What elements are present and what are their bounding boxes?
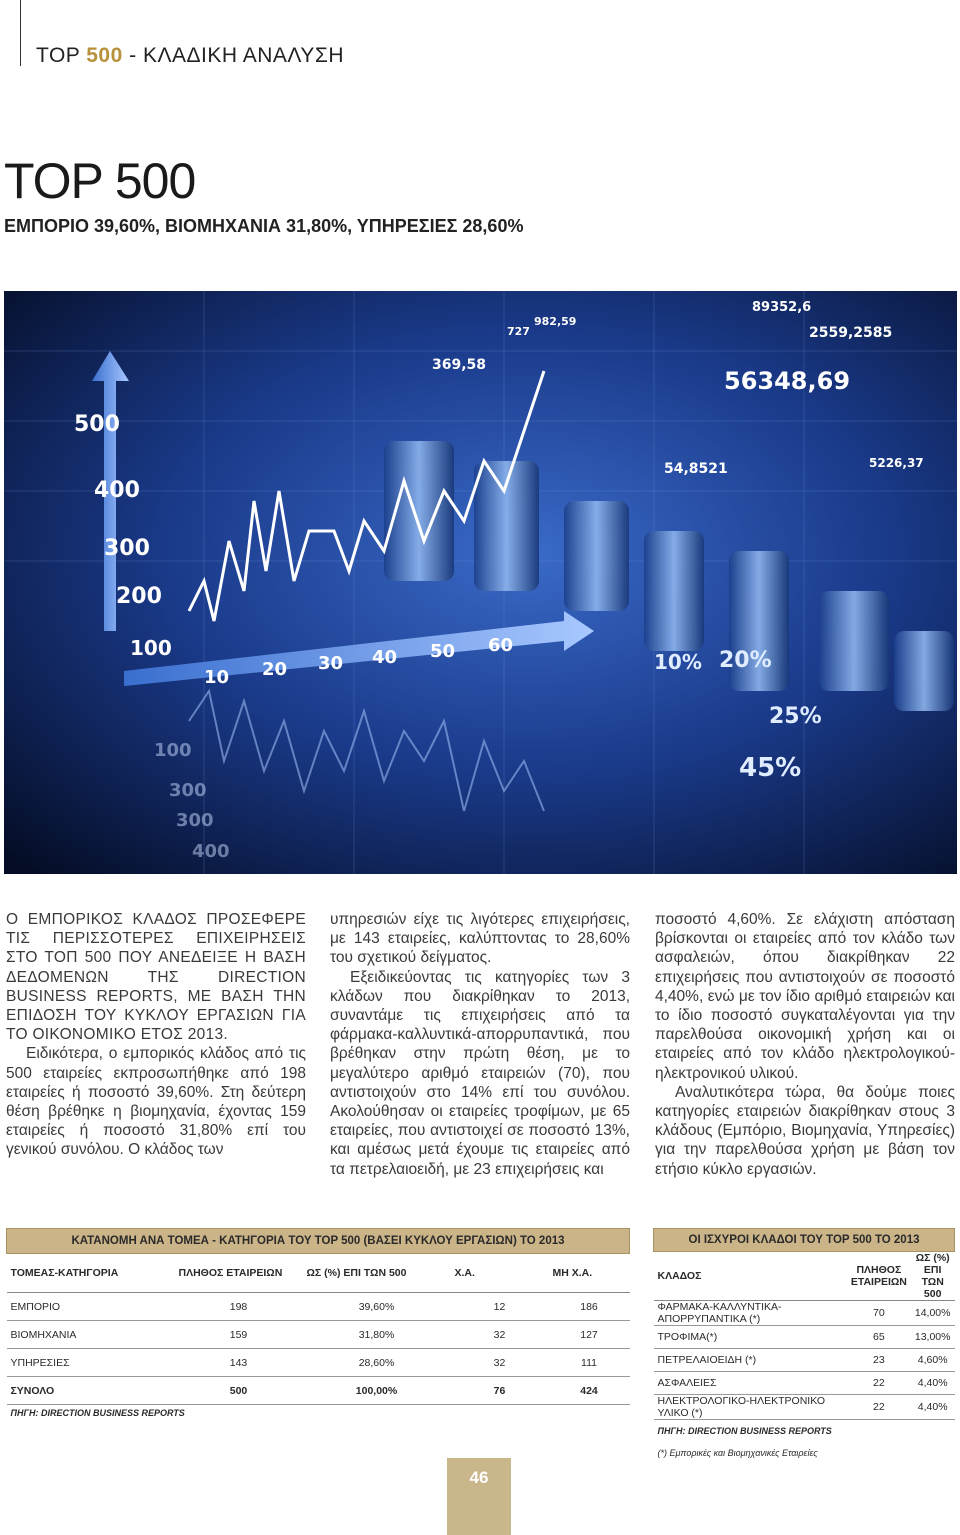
axis-label: 300: [104, 536, 150, 561]
page-number: 46: [447, 1458, 511, 1535]
article-paragraph: Ειδικότερα, ο εμπορικός κλάδος από τις 500 εταιρείες εκπροσωπήθηκε από 198 εταιρείες ή ποσοστό 39,60%. Στη δεύτερη θέση βρέθηκε η βιομηχανία, έχοντας 159 εταιρείες ή ποσοστό 31,80% επί του γενικού συνόλου. Ο κλάδος των: [6, 1045, 306, 1159]
hero-number: 89352,6: [752, 300, 812, 315]
axis-label-faded: 300: [176, 810, 214, 831]
table-total-row: ΣΥΝΟΛΟ 500 100,00% 76 424: [7, 1377, 630, 1405]
table-row: ΦΑΡΜΑΚΑ-ΚΑΛΛΥΝΤΙΚΑ-ΑΠΟΡΡΥΠΑΝΤΙΚΑ (*) 70 14,00%: [654, 1301, 955, 1326]
article-paragraph: Αναλυτικότερα τώρα, θα δούμε ποιες κατηγορίες εταιρειών διακρίθηκαν στους 3 κλάδους (Εμπόριο, Βιομηχανία, Υπηρεσίες) για την παρελθούσα χρήση με βάση τον ετήσιο κύκλο εργασιών.: [655, 1083, 955, 1178]
axis-label: 200: [116, 584, 162, 609]
table-title: ΚΑΤΑΝΟΜΗ ΑΝΑ ΤΟΜΕΑ - ΚΑΤΗΓΟΡΙΑ ΤΟΥ TOP 500 (ΒΑΣΕΙ ΚΥΚΛΟΥ ΕΡΓΑΣΙΩΝ) ΤΟ 2013: [7, 1229, 630, 1254]
hero-number: 2559,2585: [809, 325, 893, 341]
table-row: ΤΡΟΦΙΜΑ(*) 65 13,00%: [654, 1326, 955, 1349]
x-label: 10: [204, 667, 230, 688]
table-note: (*) Εμπορικές και Βιομηχανικές Εταιρείες: [657, 1448, 818, 1458]
pct-label: 45%: [739, 753, 802, 783]
hero-image: [4, 291, 957, 874]
hero-number: 727: [507, 325, 530, 338]
article-column-2: [330, 910, 630, 1179]
article-subtitle: ΕΜΠΟΡΙΟ 39,60%, ΒΙΟΜΗΧΑΝΙΑ 31,80%, ΥΠΗΡΕΣΙΕΣ 28,60%: [4, 216, 524, 236]
hero-number: 982,59: [534, 315, 577, 328]
table-header: ΠΛΗΘΟΣ ΕΤΑΙΡΕΙΩΝ: [847, 1252, 911, 1301]
section-accent: 500: [86, 44, 123, 67]
x-label: 20: [262, 659, 288, 680]
axis-label: 500: [74, 412, 120, 437]
table-header: ΤΟΜΕΑΣ-ΚΑΤΗΓΟΡΙΑ: [7, 1254, 175, 1293]
axis-label: 400: [94, 478, 140, 503]
axis-label-faded: 400: [192, 841, 230, 862]
pct-label: 10%: [654, 650, 702, 674]
x-label: 30: [318, 653, 344, 674]
hero-number: 54,8521: [664, 461, 728, 477]
article-title: TOP 500: [4, 153, 196, 209]
table-header: ΜΗ Χ.Α.: [549, 1254, 630, 1293]
table-row: ΑΣΦΑΛΕΙΕΣ 22 4,40%: [654, 1372, 955, 1395]
x-label: 50: [430, 641, 456, 662]
article-column-3: [655, 910, 955, 1179]
table-header: ΩΣ (%) ΕΠΙ ΤΩΝ 500: [911, 1252, 955, 1301]
axis-label: 100: [130, 636, 172, 660]
table-header: Χ.Α.: [451, 1254, 549, 1293]
article-lead: Ο ΕΜΠΟΡΙΚΟΣ ΚΛΑΔΟΣ ΠΡΟΣΕΦΕΡΕ ΤΙΣ ΠΕΡΙΣΣΟΤΕΡΕΣ ΕΠΙΧΕΙΡΗΣΕΙΣ ΣΤΟ ΤΟΠ 500 ΠΟΥ ΑΝΕΔΕΙΞΕ Η ΒΑΣΗ ΔΕΔΟΜΕΝΩΝ ΤΗΣ DIRECTION BUSINESS REPORTS, ΜΕ ΒΑΣΗ ΤΗΝ ΕΠΙΔΟΣΗ ΤΟΥ ΚΥΚΛΟΥ ΕΡΓΑΣΙΩΝ ΓΙΑ ΤΟ ΟΙΚΟΝΟΜΙΚΟ ΕΤΟΣ 2013.: [6, 911, 306, 1044]
hero-number: 56348,69: [724, 367, 851, 395]
table-header: ΠΛΗΘΟΣ ΕΤΑΙΡΕΙΩΝ: [175, 1254, 303, 1293]
table-source: ΠΗΓΗ: DIRECTION BUSINESS REPORTS: [10, 1408, 185, 1418]
table-row: ΠΕΤΡΕΛΑΙΟΕΙΔΗ (*) 23 4,60%: [654, 1349, 955, 1372]
table-title: ΟΙ ΙΣΧΥΡΟΙ ΚΛΑΔΟΙ ΤΟΥ TOP 500 ΤΟ 2013: [654, 1229, 955, 1252]
hero-number: 369,58: [432, 357, 487, 373]
table-row: ΒΙΟΜΗΧΑΝΙΑ 159 31,80% 32 127: [7, 1321, 630, 1349]
axis-label-faded: 100: [154, 740, 192, 761]
article-paragraph: ποσοστό 4,60%. Σε ελάχιστη απόσταση βρίσκονται οι εταιρείες από τον κλάδο των ασφαλειών, όπου διακρίθηκαν 22 επιχειρήσεις που αντιστοιχούν σε ποσοστό 4,40%, ενώ με τον ίδιο αριθμό εταιρειών και το ίδιο ποσοστό συγκαταλέγονται για την παρελθούσα οικονομική χρήση και οι εταιρείες από τον κλάδο ηλεκτρολογικού-ηλεκτρονικού υλικού.: [655, 911, 955, 1082]
table-row: ΗΛΕΚΤΡΟΛΟΓΙΚΟ-ΗΛΕΚΤΡΟΝΙΚΟ ΥΛΙΚΟ (*) 22 4,40%: [654, 1395, 955, 1420]
hero-number: 5226,37: [869, 456, 924, 470]
pct-label: 20%: [719, 648, 772, 673]
article-column-1: [6, 910, 306, 1160]
table-row: ΥΠΗΡΕΣΙΕΣ 143 28,60% 32 111: [7, 1349, 630, 1377]
x-label: 40: [372, 647, 398, 668]
table-header: ΩΣ (%) ΕΠΙ ΤΩΝ 500: [303, 1254, 451, 1293]
axis-label-faded: 300: [169, 780, 207, 801]
sector-distribution-table: [6, 1228, 630, 1421]
section-header: TOP 500 - ΚΛΑΔΙΚΗ ΑΝΑΛΥΣΗ: [36, 44, 345, 67]
article-paragraph: Εξειδικεύοντας τις κατηγορίες των 3 κλάδων που διακρίθηκαν το 2013, συναντάμε τις επιχειρήσεις από τα φάρμακα-καλλυντικά-απορρυπαντικά, που βρέθηκαν στην πρώτη θέση, με το μεγαλύτερο αριθμό εταιρειών (70), που αντιστοιχούν στο 14% επί του συνόλου. Ακολούθησαν οι εταιρείες τροφίμων, με 65 εταιρείες, που αντιστοιχεί σε ποσοστό 13%, και αμέσως μετά έχουμε τις εταιρείες από τα πετρελαιοειδή, με 23 επιχειρήσεις και: [330, 968, 630, 1178]
table-source: ΠΗΓΗ: DIRECTION BUSINESS REPORTS: [657, 1426, 832, 1436]
pct-label: 25%: [769, 704, 822, 729]
table-header: ΚΛΑΔΟΣ: [654, 1252, 847, 1301]
table-row: ΕΜΠΟΡΙΟ 198 39,60% 12 186: [7, 1293, 630, 1321]
strong-sectors-table: [653, 1228, 955, 1464]
header-rule: [20, 0, 21, 66]
article-paragraph: υπηρεσιών είχε τις λιγότερες επιχειρήσεις, με 143 εταιρείες, καλύπτοντας το 28,60% του σχετικού δείγματος.: [330, 911, 630, 967]
x-label: 60: [488, 635, 514, 656]
